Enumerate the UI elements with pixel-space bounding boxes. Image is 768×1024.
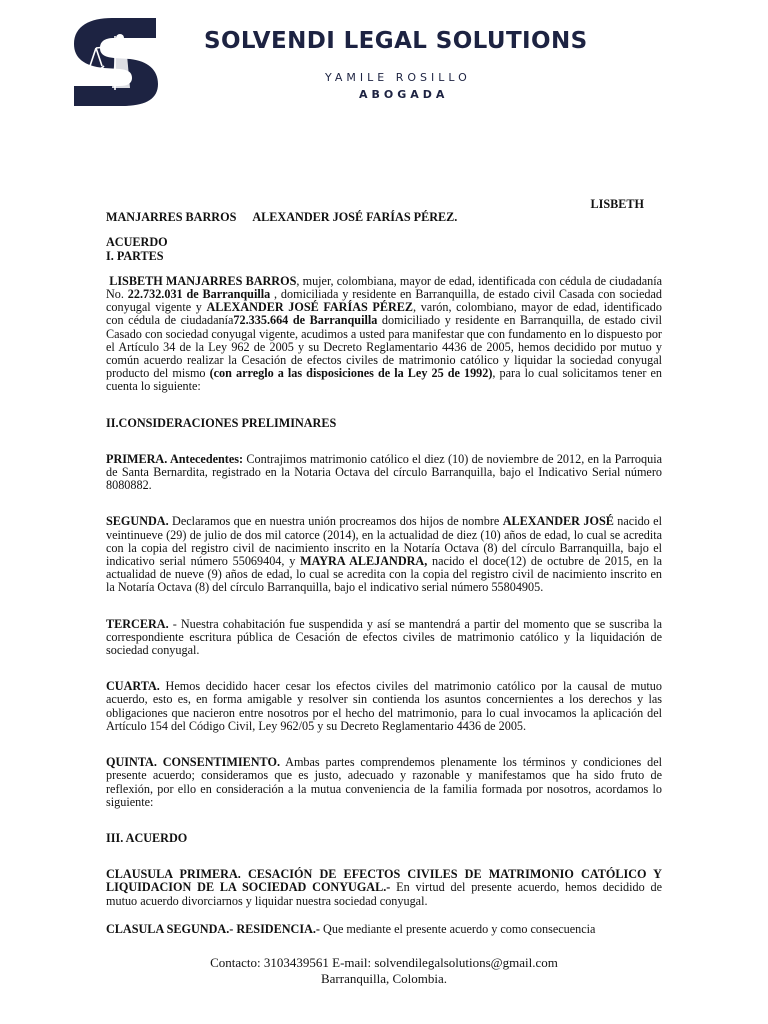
party-2-name-bold: ALEXANDER JOSÉ FARÍAS PÉREZ	[206, 300, 414, 315]
law-reference: (con arreglo a las disposiciones de la Ley 25 de 1992)	[209, 366, 493, 381]
section-consideraciones-heading: II.CONSIDERACIONES PRELIMINARES	[106, 415, 337, 430]
party-1-surname: MANJARRES BARROS	[106, 210, 237, 225]
lawyer-title: ABOGADA	[359, 88, 449, 101]
clause-quinta: QUINTA. CONSENTIMIENTO. Ambas partes comprendemos plenamente los términos y condiciones del presente acuerdo; consideramos que es justo, adecuado y razonable y manifestamos que ha sido fruto de reflexión, por ello en consideración a la mutua conveniencia de la familia formada por nosotros, acordamos lo siguiente:	[106, 755, 662, 809]
child-1-name: ALEXANDER JOSÉ	[502, 514, 614, 529]
clausula-segunda: CLASULA SEGUNDA.- RESIDENCIA.- Que mediante el presente acuerdo y como consecuencia	[106, 921, 596, 936]
letterhead	[0, 0, 768, 120]
scales-of-justice-s-logo-icon	[68, 14, 162, 108]
intro-paragraph: LISBETH MANJARRES BARROS, mujer, colombiana, mayor de edad, identificada con cédula de ciudadanía No. 22.732.031 de Barranquilla , domiciliada y residente en Barranquilla, de estado civil Casada con sociedad conyugal vigente y ALEXANDER JOSÉ FARÍAS PÉREZ, varón, colombiano, mayor de edad, identificado con cédula de ciudadanía72.335.664 de Barranquilla domiciliado y residente en Barranquilla, de estado civil Casado con sociedad conyugal vigente, acudimos a usted para manifestar que con fundamento en lo dispuesto por el Artículo 34 de la Ley 962 de 2005 y su Decreto Reglamentario 4436 de 2005, hemos decidido por mutuo y común acuerdo realizar la Cesación de efectos civiles de matrimonio católico y liquidar la sociedad conyugal producto del mismo (con arreglo a las disposiciones de la Ley 25 de 1992), para lo cual solicitamos tener en cuenta lo siguiente:	[106, 273, 663, 394]
clausula-primera: CLAUSULA PRIMERA. CESACIÓN DE EFECTOS CIVILES DE MATRIMONIO CATÓLICO Y LIQUIDACION DE LA SOCIEDAD CONYUGAL.- En virtud del presente acuerdo, hemos decidido de mutuo acuerdo divorciarnos y liquidar nuestra sociedad conyugal.	[106, 867, 662, 908]
party-1-first-name: LISBETH	[590, 197, 644, 211]
document-title: ACUERDO	[106, 235, 168, 250]
clause-cuarta: CUARTA. Hemos decidido hacer cesar los efectos civiles del matrimonio católico por la causal de mutuo acuerdo, esto es, en forma amigable y resolver sin contienda los asuntos concernientes a los derechos y las obligaciones que nacieron entre nosotros por el hecho del matrimonio, para lo cual invocamos la aplicación del Artículo 154 del Código Civil, Ley 962/05 y su Decreto Reglamentario 4436 de 2005.	[106, 679, 662, 733]
footer-contact: Contacto: 3103439561 E-mail: solvendilegalsolutions@gmail.com	[210, 955, 558, 970]
footer-city: Barranquilla, Colombia.	[320, 971, 447, 986]
lawyer-name: YAMILE ROSILLO	[325, 71, 471, 84]
clause-segunda: SEGUNDA. Declaramos que en nuestra unión procreamos dos hijos de nombre ALEXANDER JOSÉ nacido el veintinueve (29) de julio de dos mil catorce (2014), en la actualidad de diez (10) años de edad, lo cual se acredita con la copia del registro civil de nacimiento inscrito en la Notaría Octava (8) del círculo Barranquilla, bajo el indicativo serial número 55069404, y MAYRA ALEJANDRA, nacido el doce(12) de octubre de 2015, en la actualidad de nueve (9) años de edad, lo cual se acredita con la copia del registro civil de nacimiento inscrito en la Notaría Octava (8) del círculo Barranquilla, bajo el indicativo serial número 55804905.	[106, 514, 662, 595]
party-2-name: ALEXANDER JOSÉ FARÍAS PÉREZ.	[252, 210, 458, 225]
clause-primera: PRIMERA. Antecedentes: Contrajimos matrimonio católico el diez (10) de noviembre de 2012, en la Parroquia de Santa Bernardita, registrado en la Notaria Octava del círculo Barranquilla, bajo el Indicativo Serial número 8080882.	[106, 451, 663, 493]
firm-name: SOLVENDI LEGAL SOLUTIONS	[204, 28, 588, 54]
document-body	[106, 198, 662, 936]
party-1-id: 22.732.031 de Barranquilla	[127, 287, 271, 302]
clause-tercera: TERCERA. - Nuestra cohabitación fue suspendida y así se mantendrá a partir del momento que se suscriba la correspondiente escritura pública de Cesación de efectos civiles de matrimonio católico y la liquidación de sociedad conyugal.	[106, 616, 662, 658]
footer	[0, 955, 768, 987]
section-acuerdo-heading: III. ACUERDO	[106, 830, 188, 845]
section-partes-heading: I. PARTES	[106, 248, 164, 263]
child-2-name: MAYRA ALEJANDRA,	[300, 554, 428, 569]
party-1-name: LISBETH MANJARRES BARROS	[109, 273, 297, 288]
party-2-id: 72.335.664 de Barranquilla	[233, 313, 378, 328]
parties-line-2	[106, 211, 662, 224]
